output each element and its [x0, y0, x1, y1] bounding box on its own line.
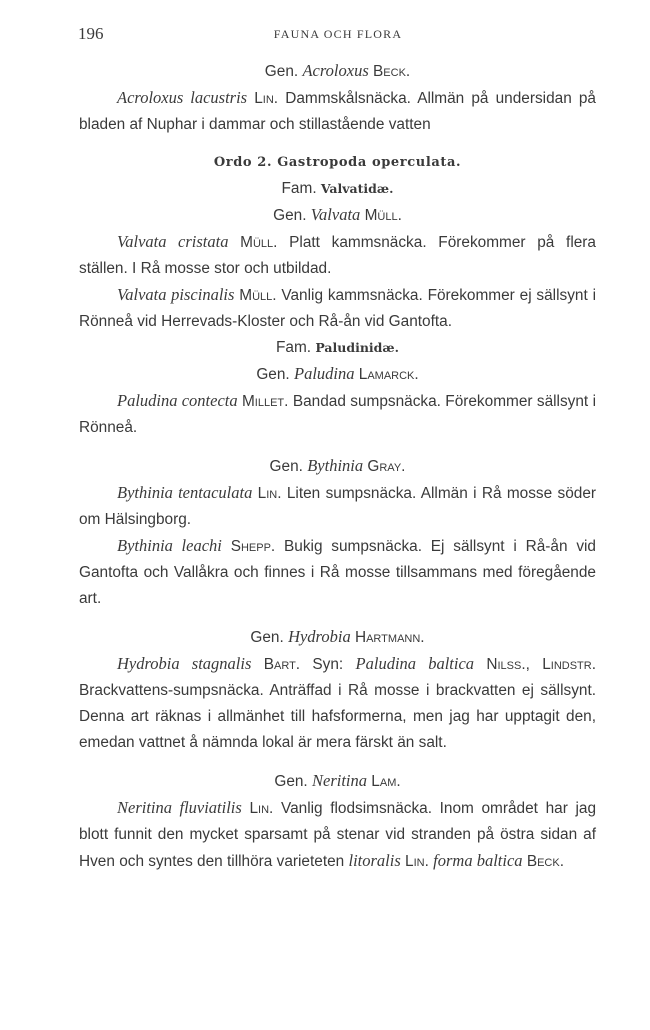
- species-entry-acroloxus-lacustris: [79, 85, 596, 138]
- species-name: Hydrobia stagnalis: [117, 654, 252, 673]
- genus-author: Lam.: [371, 773, 401, 790]
- species-name: Bythinia leachi: [117, 536, 222, 555]
- page-number: 196: [78, 24, 104, 43]
- forma-author: Beck.: [526, 853, 564, 870]
- running-head: [78, 24, 598, 46]
- genus-author: Hartmann.: [354, 629, 425, 646]
- genus-name: Paludina: [293, 364, 355, 383]
- family-heading-paludinidae: Fam. Paludinidæ.: [276, 339, 399, 356]
- species-description: Platt kammsnäcka. Förekommer på flera ställen. I Rå mosse stor och utbildad.: [79, 234, 596, 277]
- genus-heading-bythinia: Gen. Bythinia Gray.: [269, 456, 406, 475]
- ordo-heading: Ordo 2. Gastropoda operculata.: [213, 155, 462, 170]
- running-title: FAUNA OCH FLORA: [273, 27, 403, 41]
- species-author: Lin.: [249, 800, 274, 817]
- genus-heading-valvata: Gen. Valvata Müll.: [273, 205, 402, 224]
- species-description: Brackvattens-sumpsnäcka. Anträffad i Rå mosse i brackvatten ej sällsynt. Denna art räknas i allmänhet till hafsformerna, men jag har upptagit den, emedan vattnet å nämnda lokal är mera färskt än salt.: [79, 682, 596, 751]
- species-name: Valvata piscinalis: [117, 285, 235, 304]
- species-description: Vanlig flodsimsnäcka. Inom området har jag blott funnit den mycket sparsamt på stenar vid stranden på östra sidan af Hven och syntes den tillhöra varieteten: [79, 800, 596, 870]
- genus-heading-acroloxus: Gen. Acroloxus Beck.: [264, 61, 411, 80]
- species-author: Lin.: [257, 485, 282, 502]
- species-name: Bythinia tentaculata: [117, 483, 253, 502]
- genus-author: Lamarck.: [358, 366, 419, 383]
- genus-name: Hydrobia: [288, 627, 351, 646]
- species-name: Neritina fluviatilis: [117, 798, 242, 817]
- genus-heading-paludina: Gen. Paludina Lamarck.: [256, 364, 419, 383]
- variety-name: litoralis: [348, 851, 401, 870]
- species-entry-neritina-fluviatilis: [79, 795, 596, 875]
- family-name: Paludinidæ.: [315, 340, 399, 355]
- species-name: Acroloxus lacustris: [117, 88, 248, 107]
- species-entry-hydrobia-stagnalis: [79, 651, 596, 756]
- species-description: Vanlig kammsnäcka. Förekommer ej sällsynt i Rönneå vid Herrevads-Kloster och Rå-ån vid Gantofta.: [79, 287, 596, 330]
- species-description: Bandad sumpsnäcka. Förekommer sällsynt i Rönneå.: [79, 393, 596, 436]
- genus-author: Gray.: [367, 458, 406, 475]
- synonym-name: Paludina baltica: [355, 654, 475, 673]
- species-entry-valvata-piscinalis: [79, 282, 596, 335]
- family-name: Valvatidæ.: [320, 181, 394, 196]
- family-heading-valvatidae: Fam. Valvatidæ.: [281, 180, 394, 197]
- genus-author: Beck.: [373, 63, 411, 80]
- species-author: Lin.: [254, 90, 279, 107]
- species-author: Shepp.: [230, 538, 276, 555]
- species-entry-valvata-cristata: [79, 229, 596, 282]
- genus-heading-neritina: Gen. Neritina Lam.: [274, 771, 401, 790]
- genus-name: Neritina: [312, 771, 368, 790]
- forma-name: forma baltica: [433, 851, 523, 870]
- species-name: Paludina contecta: [117, 391, 238, 410]
- body-text: [79, 58, 596, 875]
- species-entry-paludina-contecta: [79, 388, 596, 441]
- variety-author: Lin.: [405, 853, 429, 870]
- genus-name: Bythinia: [307, 456, 364, 475]
- genus-author: Müll.: [364, 207, 402, 224]
- species-description: Bukig sumpsnäcka. Ej sällsynt i Rå-ån vid Gantofta och Vallåkra och finnes i Rå mosse tillsammans med föregående art.: [79, 538, 596, 607]
- genus-name: Valvata: [310, 205, 361, 224]
- species-entry-bythinia-leachi: [79, 533, 596, 612]
- species-entry-bythinia-tentaculata: [79, 480, 596, 533]
- species-description: Liten sumpsnäcka. Allmän i Rå mosse söder om Hälsingborg.: [79, 485, 597, 528]
- species-author: Bart.: [263, 656, 301, 673]
- genus-heading-hydrobia: Gen. Hydrobia Hartmann.: [250, 627, 425, 646]
- species-description: Dammskålsnäcka. Allmän på undersidan på bladen af Nuphar i dammar och stillastående vatten: [79, 90, 596, 133]
- species-author: Müll.: [239, 287, 277, 304]
- synonym-author: Nilss., Lindstr.: [486, 656, 596, 673]
- species-author: Millet.: [241, 393, 289, 410]
- species-name: Valvata cristata: [117, 232, 229, 251]
- genus-name: Acroloxus: [302, 61, 369, 80]
- synonym-label: Syn:: [312, 656, 344, 673]
- species-author: Müll.: [240, 234, 278, 251]
